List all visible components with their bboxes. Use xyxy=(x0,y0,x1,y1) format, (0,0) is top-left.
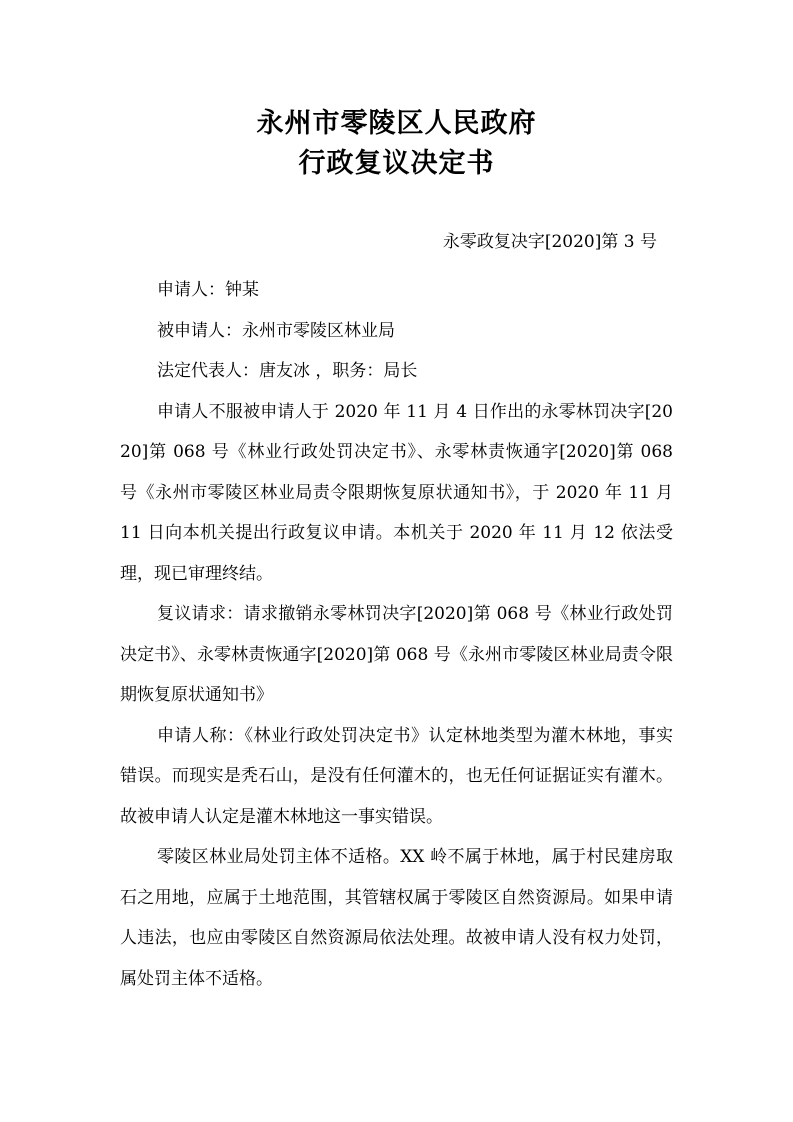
paragraph-applicant-claim: 申请人称：《林业行政处罚决定书》认定林地类型为灌木林地，事实错误。而现实是秃石山，是没有任何灌木的，也无任何证据证实有灌木。故被申请人认定是灌木林地这一事实错误。 xyxy=(120,725,673,827)
document-body xyxy=(120,270,673,999)
respondent-line: 被申请人：永州市零陵区林业局 xyxy=(157,320,395,341)
document-number: 永零政复决字[2020]第 3 号 xyxy=(442,232,657,252)
paragraph-subject-unqualified: 零陵区林业局处罚主体不适格。XX 岭不属于林地，属于村民建房取石之用地，应属于土地范围，其管辖权属于零陵区自然资源局。如果申请人违法，也应由零陵区自然资源局依法处理。故被申请人没有权力处罚，属处罚主体不适格。 xyxy=(120,847,673,989)
paragraph-review-request: 复议请求：请求撤销永零林罚决字[2020]第 068 号《林业行政处罚决定书》、永零林责恢通字[2020]第 068 号《永州市零陵区林业局责令限期恢复原状通知书》 xyxy=(120,604,673,705)
paragraph-background: 申请人不服被申请人于 2020 年 11 月 4 日作出的永零林罚决字[2020]第 068 号《林业行政处罚决定书》、永零林责恢通字[2020]第 068 号《永州市零陵区林业局责令限期恢复原状通知书》，于 2020 年 11 月 11 日向本机关提出行政复议申请。本机关于 2020 年 11 月 12 依法受理，现已审理终结。 xyxy=(120,401,673,584)
document-title-line-2: 行政复议决定书 xyxy=(298,148,495,179)
legal-representative-line: 法定代表人：唐友冰 ，职务：局长 xyxy=(157,361,418,381)
applicant-line: 申请人：钟某 xyxy=(157,280,259,300)
document-title-line-1: 永州市零陵区人民政府 xyxy=(256,108,537,139)
